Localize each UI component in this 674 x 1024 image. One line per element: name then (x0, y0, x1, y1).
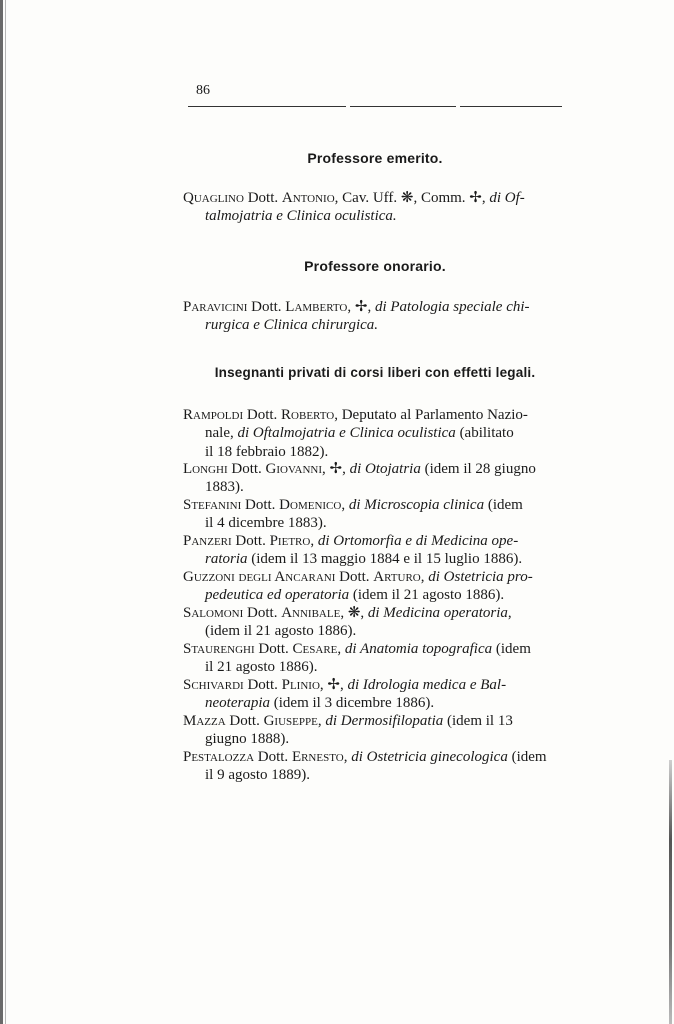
subject: di Of- (489, 190, 525, 206)
subject: di Idrologia medica e Bal- (347, 677, 507, 693)
title: Dott. (235, 533, 266, 549)
title: Dott. (231, 461, 262, 477)
given-name: Arturo (373, 569, 421, 585)
title: Dott. (339, 569, 370, 585)
date: (idem (507, 749, 547, 765)
header-rule (350, 106, 456, 107)
separator: , (420, 569, 429, 585)
given-name: Giovanni (265, 461, 322, 477)
title: Dott. (257, 749, 289, 765)
date: (idem il 21 agosto 1886). (205, 623, 357, 640)
subject: di Anatomia topografica (344, 641, 493, 657)
header-rule (460, 106, 562, 107)
given-name: Pietro (269, 533, 311, 549)
date: (idem il 13 (443, 713, 513, 729)
page-binding-edge (0, 0, 3, 1024)
honors: , ✢, (347, 299, 375, 315)
subject: di Ortomorfia e di Medicina ope- (317, 533, 519, 549)
page-number: 86 (196, 83, 210, 98)
date: (idem il 3 dicembre 1886). (270, 695, 435, 712)
subject-continued: ratoria (205, 551, 248, 568)
surname: Stefanini (183, 497, 242, 513)
surname: Mazza (183, 713, 226, 729)
subject: di Dermosifilopatia (325, 713, 444, 729)
date: il 21 agosto 1886). (205, 659, 318, 676)
honors: , ✢, (319, 677, 348, 693)
date: (idem il 21 agosto 1886). (349, 587, 505, 604)
entry-guzzoni (183, 568, 573, 605)
surname: Panzeri (183, 533, 232, 549)
title: Dott. (251, 299, 282, 315)
qualification: (abilitato (455, 425, 514, 442)
date: il 4 dicembre 1883). (205, 515, 327, 532)
subject: di Oftalmojatria e Clinica oculistica (237, 425, 456, 442)
date: il 18 febbraio 1882). (205, 443, 329, 460)
entry-onorario (183, 298, 573, 335)
section-heading-onorario: Professore onorario. (304, 258, 446, 274)
entry-panzeri (183, 532, 573, 569)
subject-continued: pedeutica ed operatoria (205, 587, 350, 604)
description: nale, (205, 425, 238, 442)
surname: Quaglino (183, 190, 244, 206)
given-name: Plinio (281, 677, 320, 693)
honors: , ✢, (322, 461, 350, 477)
header-rule (188, 106, 346, 107)
entry-emerito (183, 189, 573, 226)
separator: , (337, 641, 345, 657)
surname: Paravicini (183, 299, 248, 315)
separator: , (310, 533, 318, 549)
entry-pestalozza (183, 748, 573, 785)
subject-continued: rurgica e Clinica chirurgica. (205, 317, 379, 334)
surname: Schivardi (183, 677, 244, 693)
subject-continued: talmojatria e Clinica oculistica. (205, 208, 397, 225)
section-heading-emerito: Professore emerito. (307, 150, 443, 166)
separator: , (343, 749, 352, 765)
page-right-edge (669, 760, 672, 1024)
given-name: Annibale (281, 605, 341, 621)
entry-salomoni (183, 604, 573, 641)
given-name: Roberto (281, 407, 335, 423)
separator: , (317, 713, 326, 729)
subject-continued: neoterapia (205, 695, 270, 712)
entry-mazza (183, 712, 573, 749)
date: (idem (492, 641, 531, 657)
title: Dott. (247, 605, 278, 621)
entry-schivardi (183, 676, 573, 713)
title: Dott. (246, 407, 278, 423)
given-name: Antonio (281, 190, 335, 206)
separator: , (507, 605, 512, 621)
surname: Salomoni (183, 605, 244, 621)
section-heading-privati: Insegnanti privati di corsi liberi con effetti legali. (214, 365, 536, 380)
given-name: Cesare (292, 641, 338, 657)
surname: Pestalozza (183, 749, 255, 765)
entry-rampoldi (183, 406, 573, 461)
date: giugno 1888). (205, 731, 290, 748)
entry-stefanini (183, 496, 573, 533)
date: (idem il 28 giugno (420, 461, 536, 477)
title: Dott. (247, 190, 279, 206)
description: , Deputato al Parlamento Nazio- (334, 407, 528, 423)
title: Dott. (258, 641, 289, 657)
given-name: Giuseppe (263, 713, 318, 729)
subject: di Otojatria (349, 461, 421, 477)
subject: di Microscopia clinica (348, 497, 485, 513)
honors: , Cav. Uff. ❋, Comm. ✢, (334, 190, 490, 206)
subject: di Ostetricia ginecologica (351, 749, 508, 765)
given-name: Domenico (279, 497, 342, 513)
surname: Staurenghi (183, 641, 255, 657)
title: Dott. (247, 677, 278, 693)
title: Dott. (245, 497, 276, 513)
surname: Guzzoni degli Ancarani (183, 569, 336, 585)
subject: di Ostetricia pro- (428, 569, 533, 585)
surname: Rampoldi (183, 407, 244, 423)
date: il 9 agosto 1889). (205, 767, 310, 784)
given-name: Ernesto (291, 749, 344, 765)
title: Dott. (229, 713, 260, 729)
surname: Longhi (183, 461, 228, 477)
separator: , (341, 497, 349, 513)
entry-staurenghi (183, 640, 573, 677)
given-name: Lamberto (285, 299, 348, 315)
subject: di Medicina operatoria (367, 605, 508, 621)
honors: , ❋, (340, 605, 368, 621)
entry-longhi (183, 460, 573, 497)
subject: di Patologia speciale chi- (374, 299, 530, 315)
date: (idem (484, 497, 523, 513)
page-binding-shadow (5, 0, 6, 1024)
date: 1883). (205, 479, 244, 496)
date: (idem il 13 maggio 1884 e il 15 luglio 1886). (247, 551, 523, 568)
